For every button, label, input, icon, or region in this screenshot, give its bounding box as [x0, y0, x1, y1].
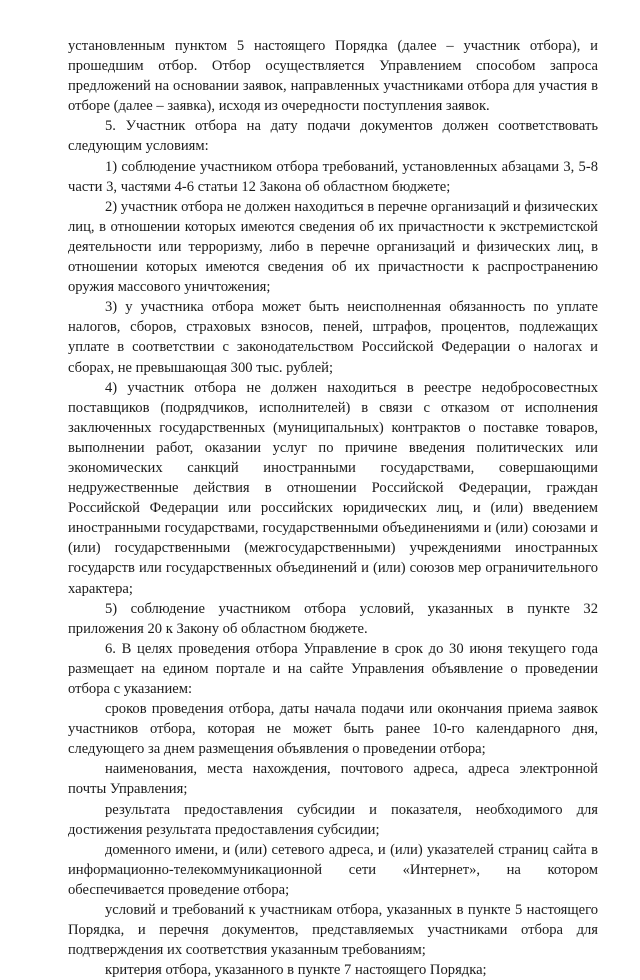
paragraph-announcement-website: доменного имени, и (или) сетевого адреса, и (или) указателей страниц сайта в информационно-телекоммуникационной сети «Интернет», на котором обеспечивается проведение отбора;	[68, 841, 598, 898]
paragraph-continuation: установленным пунктом 5 настоящего Порядка (далее – участник отбора), и прошедшим отбор. Отбор осуществляется Управлением способом запроса предложений на основании заявок, направленных участниками отбора для участия в отборе (далее – заявка), исходя из очередности поступления заявок.	[68, 38, 598, 115]
paragraph-announcement-result: результата предоставления субсидии и показателя, необходимого для достижения результата предоставления субсидии;	[68, 801, 598, 838]
paragraph-announcement-requirements: условий и требований к участникам отбора, указанных в пункте 5 настоящего Порядка, и перечня документов, представляемых участниками отбора для подтверждения их соответствия указанным требованиям;	[68, 902, 598, 959]
paragraph-announcement-contacts: наименования, места нахождения, почтового адреса, адреса электронной почты Управления;	[68, 761, 598, 798]
paragraph-condition-3: 3) у участника отбора может быть неисполненная обязанность по уплате налогов, сборов, страховых взносов, пеней, штрафов, процентов, подлежащих уплате в соответствии с законодательством Российской Федерации о налогах и сборах, не превышающая 300 тыс. рублей;	[68, 299, 598, 376]
paragraph-item-6: 6. В целях проведения отбора Управление в срок до 30 июня текущего года размещает на едином портале и на сайте Управления объявление о проведении отбора с указанием:	[68, 640, 598, 697]
paragraph-announcement-terms: сроков проведения отбора, даты начала подачи или окончания приема заявок участников отбора, которая не может быть ранее 10-го календарного дня, следующего за днем размещения объявления о проведении отбора;	[68, 701, 598, 758]
paragraph-condition-1: 1) соблюдение участником отбора требований, установленных абзацами 3, 5-8 части 3, частями 4-6 статьи 12 Закона об областном бюджете;	[68, 158, 598, 195]
paragraph-condition-4: 4) участник отбора не должен находиться в реестре недобросовестных поставщиков (подрядчиков, исполнителей) в связи с отказом от исполнения заключенных государственных (муниципальных) контрактов о поставке товаров, выполнении работ, оказании услуг по причине введения политических или экономических санкций иностранными государствами, совершающими недружественные действия в отношении Российской Федерации, граждан Российской Федерации или российских юридических лиц, и (или) введением иностранными государствами, государственными объединениями и (или) союзами и (или) государственными (межгосударственными) учреждениями иностранных государств или государственных объединений и (или) союзов мер ограничительного характера;	[68, 379, 598, 597]
paragraph-condition-5: 5) соблюдение участником отбора условий, указанных в пункте 32 приложения 20 к Закону об областном бюджете.	[68, 600, 598, 637]
paragraph-condition-2: 2) участник отбора не должен находиться в перечне организаций и физических лиц, в отношении которых имеются сведения об их причастности к экстремистской деятельности или терроризму, либо в перечне организаций и физических лиц, в отношении которых имеются сведения об их причастности к распространению оружия массового уничтожения;	[68, 198, 599, 296]
document-page	[68, 36, 598, 980]
paragraph-item-5: 5. Участник отбора на дату подачи документов должен соответствовать следующим условиям:	[68, 118, 598, 155]
paragraph-announcement-criteria: критерия отбора, указанного в пункте 7 настоящего Порядка;	[105, 962, 487, 979]
